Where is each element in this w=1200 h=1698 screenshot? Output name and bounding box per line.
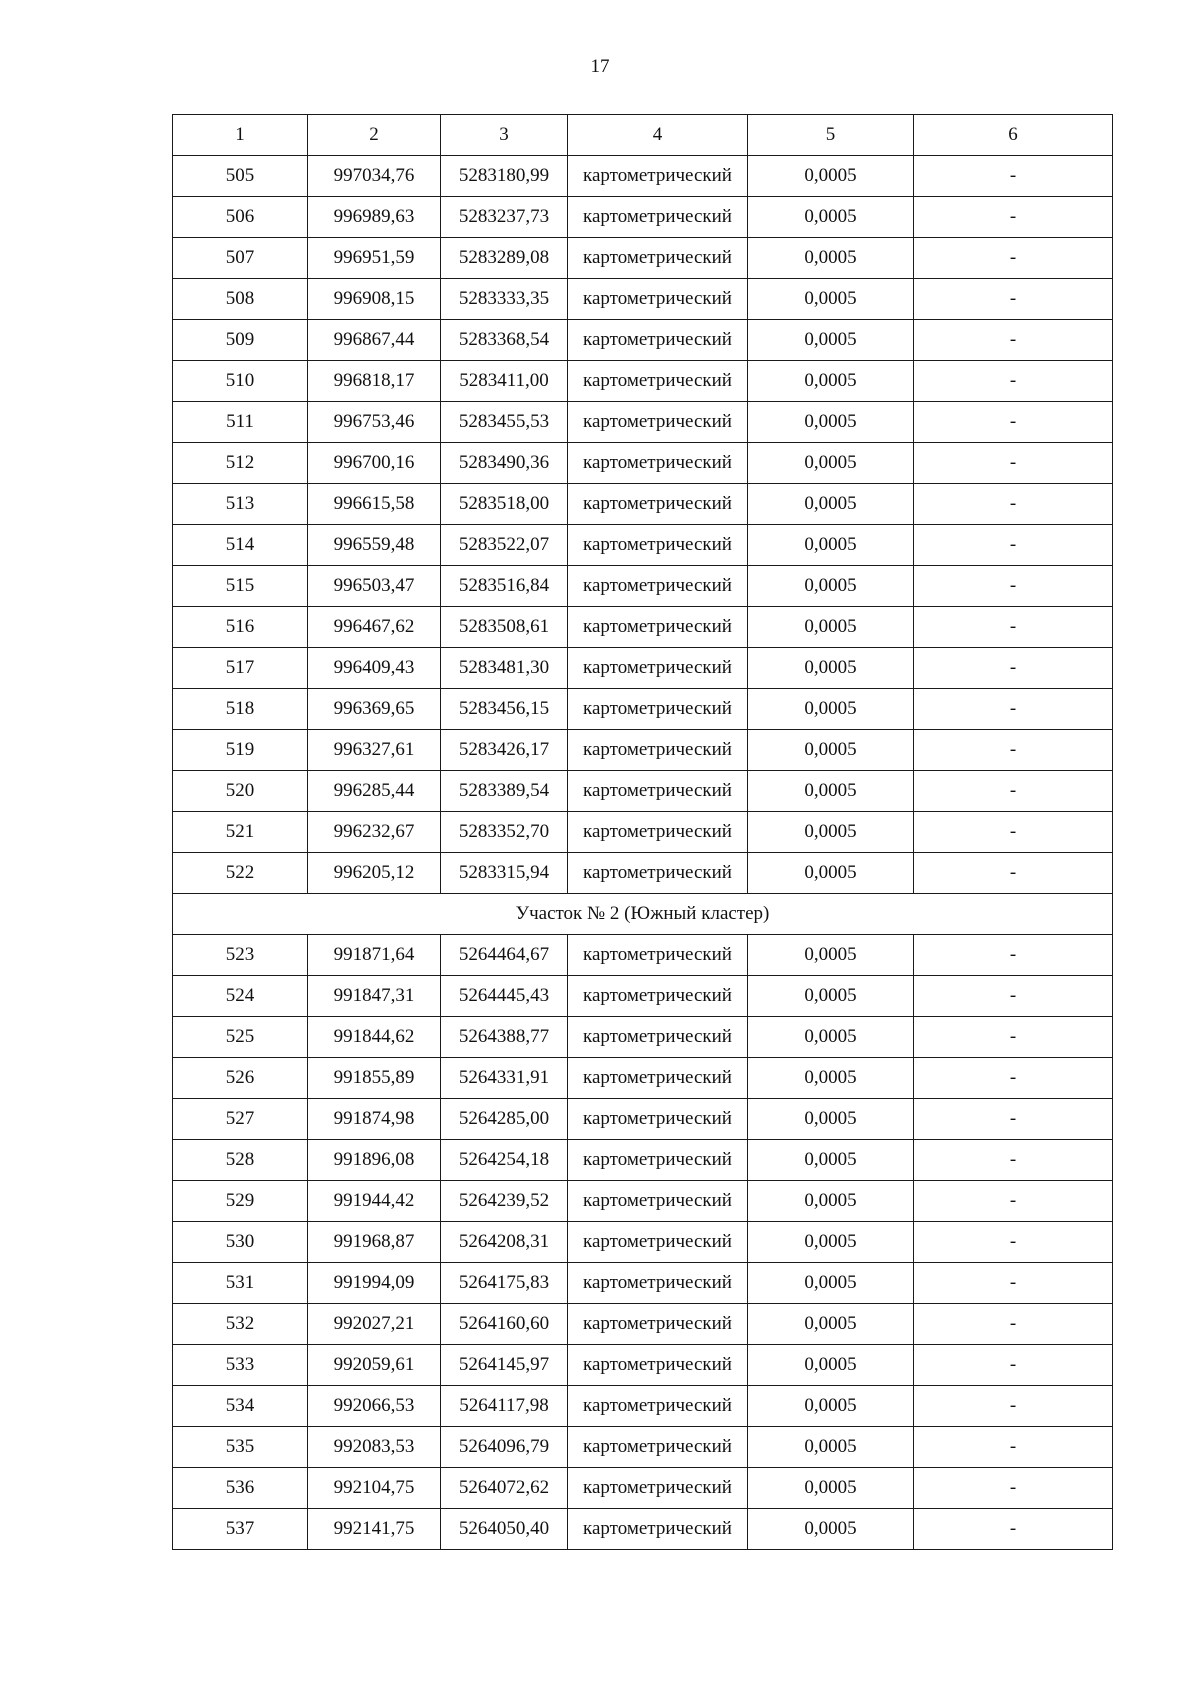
table-row	[173, 525, 1113, 566]
point-number-cell: 506	[173, 197, 308, 238]
point-number-cell: 505	[173, 156, 308, 197]
x-coordinate-cell: 996285,44	[308, 771, 441, 812]
section-row	[173, 894, 1113, 935]
method-cell: картометрический	[568, 812, 748, 853]
x-coordinate-cell: 991896,08	[308, 1140, 441, 1181]
method-cell: картометрический	[568, 1181, 748, 1222]
note-cell: -	[914, 853, 1113, 894]
accuracy-cell: 0,0005	[748, 525, 914, 566]
y-coordinate-cell: 5283490,36	[441, 443, 568, 484]
point-number-cell: 525	[173, 1017, 308, 1058]
method-cell: картометрический	[568, 197, 748, 238]
table-row	[173, 689, 1113, 730]
method-cell: картометрический	[568, 1263, 748, 1304]
method-cell: картометрический	[568, 689, 748, 730]
point-number-cell: 508	[173, 279, 308, 320]
method-cell: картометрический	[568, 484, 748, 525]
table-row	[173, 607, 1113, 648]
table-row	[173, 1263, 1113, 1304]
note-cell: -	[914, 566, 1113, 607]
table-row	[173, 1140, 1113, 1181]
accuracy-cell: 0,0005	[748, 935, 914, 976]
table-row	[173, 853, 1113, 894]
method-cell: картометрический	[568, 525, 748, 566]
x-coordinate-cell: 996369,65	[308, 689, 441, 730]
y-coordinate-cell: 5283289,08	[441, 238, 568, 279]
x-coordinate-cell: 992066,53	[308, 1386, 441, 1427]
point-number-cell: 509	[173, 320, 308, 361]
accuracy-cell: 0,0005	[748, 1386, 914, 1427]
note-cell: -	[914, 1263, 1113, 1304]
column-header: 3	[441, 115, 568, 156]
method-cell: картометрический	[568, 156, 748, 197]
table-row	[173, 935, 1113, 976]
accuracy-cell: 0,0005	[748, 484, 914, 525]
accuracy-cell: 0,0005	[748, 361, 914, 402]
table-row	[173, 197, 1113, 238]
accuracy-cell: 0,0005	[748, 1304, 914, 1345]
table-row	[173, 730, 1113, 771]
accuracy-cell: 0,0005	[748, 1427, 914, 1468]
point-number-cell: 532	[173, 1304, 308, 1345]
method-cell: картометрический	[568, 853, 748, 894]
point-number-cell: 516	[173, 607, 308, 648]
section-title: Участок № 2 (Южный кластер)	[173, 894, 1113, 935]
coordinates-table	[172, 114, 1113, 1550]
table-row	[173, 156, 1113, 197]
table-row	[173, 443, 1113, 484]
x-coordinate-cell: 991994,09	[308, 1263, 441, 1304]
column-header: 2	[308, 115, 441, 156]
table-row	[173, 1181, 1113, 1222]
x-coordinate-cell: 996205,12	[308, 853, 441, 894]
table-row	[173, 238, 1113, 279]
accuracy-cell: 0,0005	[748, 566, 914, 607]
point-number-cell: 519	[173, 730, 308, 771]
note-cell: -	[914, 1099, 1113, 1140]
note-cell: -	[914, 320, 1113, 361]
table-row	[173, 1509, 1113, 1550]
note-cell: -	[914, 238, 1113, 279]
method-cell: картометрический	[568, 935, 748, 976]
y-coordinate-cell: 5264388,77	[441, 1017, 568, 1058]
table-body	[173, 115, 1113, 1550]
accuracy-cell: 0,0005	[748, 156, 914, 197]
point-number-cell: 512	[173, 443, 308, 484]
table-row	[173, 402, 1113, 443]
y-coordinate-cell: 5283411,00	[441, 361, 568, 402]
accuracy-cell: 0,0005	[748, 1099, 914, 1140]
y-coordinate-cell: 5283508,61	[441, 607, 568, 648]
note-cell: -	[914, 1427, 1113, 1468]
note-cell: -	[914, 812, 1113, 853]
method-cell: картометрический	[568, 361, 748, 402]
x-coordinate-cell: 991871,64	[308, 935, 441, 976]
point-number-cell: 518	[173, 689, 308, 730]
y-coordinate-cell: 5283368,54	[441, 320, 568, 361]
y-coordinate-cell: 5264254,18	[441, 1140, 568, 1181]
y-coordinate-cell: 5264117,98	[441, 1386, 568, 1427]
note-cell: -	[914, 1017, 1113, 1058]
x-coordinate-cell: 996615,58	[308, 484, 441, 525]
point-number-cell: 527	[173, 1099, 308, 1140]
accuracy-cell: 0,0005	[748, 197, 914, 238]
accuracy-cell: 0,0005	[748, 1345, 914, 1386]
note-cell: -	[914, 1509, 1113, 1550]
page-number: 17	[590, 56, 610, 77]
note-cell: -	[914, 1140, 1113, 1181]
y-coordinate-cell: 5264331,91	[441, 1058, 568, 1099]
method-cell: картометрический	[568, 238, 748, 279]
x-coordinate-cell: 991855,89	[308, 1058, 441, 1099]
x-coordinate-cell: 996753,46	[308, 402, 441, 443]
method-cell: картометрический	[568, 402, 748, 443]
table-row	[173, 1386, 1113, 1427]
table-row	[173, 1222, 1113, 1263]
x-coordinate-cell: 996559,48	[308, 525, 441, 566]
x-coordinate-cell: 996989,63	[308, 197, 441, 238]
method-cell: картометрический	[568, 648, 748, 689]
accuracy-cell: 0,0005	[748, 730, 914, 771]
point-number-cell: 523	[173, 935, 308, 976]
note-cell: -	[914, 648, 1113, 689]
method-cell: картометрический	[568, 1468, 748, 1509]
accuracy-cell: 0,0005	[748, 771, 914, 812]
accuracy-cell: 0,0005	[748, 853, 914, 894]
y-coordinate-cell: 5264445,43	[441, 976, 568, 1017]
y-coordinate-cell: 5283352,70	[441, 812, 568, 853]
y-coordinate-cell: 5283426,17	[441, 730, 568, 771]
accuracy-cell: 0,0005	[748, 1181, 914, 1222]
method-cell: картометрический	[568, 607, 748, 648]
method-cell: картометрический	[568, 320, 748, 361]
y-coordinate-cell: 5283237,73	[441, 197, 568, 238]
note-cell: -	[914, 361, 1113, 402]
y-coordinate-cell: 5283315,94	[441, 853, 568, 894]
method-cell: картометрический	[568, 1304, 748, 1345]
x-coordinate-cell: 992141,75	[308, 1509, 441, 1550]
point-number-cell: 510	[173, 361, 308, 402]
y-coordinate-cell: 5283333,35	[441, 279, 568, 320]
table-row	[173, 1058, 1113, 1099]
method-cell: картометрический	[568, 279, 748, 320]
y-coordinate-cell: 5283481,30	[441, 648, 568, 689]
point-number-cell: 524	[173, 976, 308, 1017]
point-number-cell: 507	[173, 238, 308, 279]
method-cell: картометрический	[568, 771, 748, 812]
x-coordinate-cell: 997034,76	[308, 156, 441, 197]
point-number-cell: 526	[173, 1058, 308, 1099]
y-coordinate-cell: 5264072,62	[441, 1468, 568, 1509]
note-cell: -	[914, 730, 1113, 771]
column-header: 1	[173, 115, 308, 156]
y-coordinate-cell: 5283516,84	[441, 566, 568, 607]
table-row	[173, 1099, 1113, 1140]
note-cell: -	[914, 197, 1113, 238]
table-row	[173, 648, 1113, 689]
y-coordinate-cell: 5283455,53	[441, 402, 568, 443]
x-coordinate-cell: 991968,87	[308, 1222, 441, 1263]
method-cell: картометрический	[568, 566, 748, 607]
accuracy-cell: 0,0005	[748, 1017, 914, 1058]
y-coordinate-cell: 5264285,00	[441, 1099, 568, 1140]
accuracy-cell: 0,0005	[748, 402, 914, 443]
point-number-cell: 514	[173, 525, 308, 566]
accuracy-cell: 0,0005	[748, 1222, 914, 1263]
point-number-cell: 535	[173, 1427, 308, 1468]
y-coordinate-cell: 5264175,83	[441, 1263, 568, 1304]
y-coordinate-cell: 5283180,99	[441, 156, 568, 197]
x-coordinate-cell: 992083,53	[308, 1427, 441, 1468]
x-coordinate-cell: 992027,21	[308, 1304, 441, 1345]
table-row	[173, 812, 1113, 853]
x-coordinate-cell: 991944,42	[308, 1181, 441, 1222]
x-coordinate-cell: 996327,61	[308, 730, 441, 771]
table-row	[173, 1427, 1113, 1468]
accuracy-cell: 0,0005	[748, 689, 914, 730]
point-number-cell: 511	[173, 402, 308, 443]
point-number-cell: 515	[173, 566, 308, 607]
x-coordinate-cell: 991874,98	[308, 1099, 441, 1140]
note-cell: -	[914, 689, 1113, 730]
note-cell: -	[914, 1181, 1113, 1222]
table-row	[173, 484, 1113, 525]
y-coordinate-cell: 5264160,60	[441, 1304, 568, 1345]
table-row	[173, 1345, 1113, 1386]
table-row	[173, 320, 1113, 361]
note-cell: -	[914, 279, 1113, 320]
method-cell: картометрический	[568, 1345, 748, 1386]
accuracy-cell: 0,0005	[748, 1468, 914, 1509]
accuracy-cell: 0,0005	[748, 648, 914, 689]
note-cell: -	[914, 607, 1113, 648]
method-cell: картометрический	[568, 1140, 748, 1181]
note-cell: -	[914, 1304, 1113, 1345]
accuracy-cell: 0,0005	[748, 812, 914, 853]
y-coordinate-cell: 5264239,52	[441, 1181, 568, 1222]
note-cell: -	[914, 771, 1113, 812]
x-coordinate-cell: 996232,67	[308, 812, 441, 853]
table-row	[173, 1304, 1113, 1345]
note-cell: -	[914, 935, 1113, 976]
accuracy-cell: 0,0005	[748, 607, 914, 648]
column-header: 6	[914, 115, 1113, 156]
point-number-cell: 521	[173, 812, 308, 853]
method-cell: картометрический	[568, 976, 748, 1017]
point-number-cell: 533	[173, 1345, 308, 1386]
note-cell: -	[914, 525, 1113, 566]
accuracy-cell: 0,0005	[748, 279, 914, 320]
accuracy-cell: 0,0005	[748, 1509, 914, 1550]
table-row	[173, 771, 1113, 812]
table-row	[173, 976, 1113, 1017]
y-coordinate-cell: 5283456,15	[441, 689, 568, 730]
x-coordinate-cell: 996951,59	[308, 238, 441, 279]
method-cell: картометрический	[568, 1427, 748, 1468]
x-coordinate-cell: 996503,47	[308, 566, 441, 607]
table-row	[173, 1017, 1113, 1058]
table-header-row	[173, 115, 1113, 156]
point-number-cell: 529	[173, 1181, 308, 1222]
table-row	[173, 1468, 1113, 1509]
note-cell: -	[914, 1386, 1113, 1427]
y-coordinate-cell: 5264050,40	[441, 1509, 568, 1550]
x-coordinate-cell: 996467,62	[308, 607, 441, 648]
method-cell: картометрический	[568, 730, 748, 771]
note-cell: -	[914, 484, 1113, 525]
table-row	[173, 279, 1113, 320]
note-cell: -	[914, 1222, 1113, 1263]
y-coordinate-cell: 5283389,54	[441, 771, 568, 812]
accuracy-cell: 0,0005	[748, 443, 914, 484]
x-coordinate-cell: 996818,17	[308, 361, 441, 402]
y-coordinate-cell: 5264096,79	[441, 1427, 568, 1468]
point-number-cell: 520	[173, 771, 308, 812]
x-coordinate-cell: 996867,44	[308, 320, 441, 361]
y-coordinate-cell: 5283522,07	[441, 525, 568, 566]
method-cell: картометрический	[568, 1099, 748, 1140]
point-number-cell: 537	[173, 1509, 308, 1550]
note-cell: -	[914, 1058, 1113, 1099]
method-cell: картометрический	[568, 1058, 748, 1099]
table-row	[173, 361, 1113, 402]
accuracy-cell: 0,0005	[748, 1263, 914, 1304]
x-coordinate-cell: 996409,43	[308, 648, 441, 689]
note-cell: -	[914, 402, 1113, 443]
y-coordinate-cell: 5283518,00	[441, 484, 568, 525]
column-header: 5	[748, 115, 914, 156]
point-number-cell: 522	[173, 853, 308, 894]
method-cell: картометрический	[568, 1509, 748, 1550]
point-number-cell: 528	[173, 1140, 308, 1181]
accuracy-cell: 0,0005	[748, 1058, 914, 1099]
accuracy-cell: 0,0005	[748, 320, 914, 361]
point-number-cell: 534	[173, 1386, 308, 1427]
x-coordinate-cell: 991844,62	[308, 1017, 441, 1058]
x-coordinate-cell: 992104,75	[308, 1468, 441, 1509]
note-cell: -	[914, 1345, 1113, 1386]
point-number-cell: 513	[173, 484, 308, 525]
accuracy-cell: 0,0005	[748, 1140, 914, 1181]
note-cell: -	[914, 1468, 1113, 1509]
note-cell: -	[914, 443, 1113, 484]
x-coordinate-cell: 992059,61	[308, 1345, 441, 1386]
accuracy-cell: 0,0005	[748, 976, 914, 1017]
method-cell: картометрический	[568, 1386, 748, 1427]
y-coordinate-cell: 5264145,97	[441, 1345, 568, 1386]
x-coordinate-cell: 996908,15	[308, 279, 441, 320]
point-number-cell: 530	[173, 1222, 308, 1263]
table-row	[173, 566, 1113, 607]
accuracy-cell: 0,0005	[748, 238, 914, 279]
x-coordinate-cell: 991847,31	[308, 976, 441, 1017]
column-header: 4	[568, 115, 748, 156]
point-number-cell: 517	[173, 648, 308, 689]
note-cell: -	[914, 156, 1113, 197]
note-cell: -	[914, 976, 1113, 1017]
point-number-cell: 531	[173, 1263, 308, 1304]
point-number-cell: 536	[173, 1468, 308, 1509]
x-coordinate-cell: 996700,16	[308, 443, 441, 484]
y-coordinate-cell: 5264208,31	[441, 1222, 568, 1263]
y-coordinate-cell: 5264464,67	[441, 935, 568, 976]
method-cell: картометрический	[568, 1017, 748, 1058]
method-cell: картометрический	[568, 1222, 748, 1263]
method-cell: картометрический	[568, 443, 748, 484]
